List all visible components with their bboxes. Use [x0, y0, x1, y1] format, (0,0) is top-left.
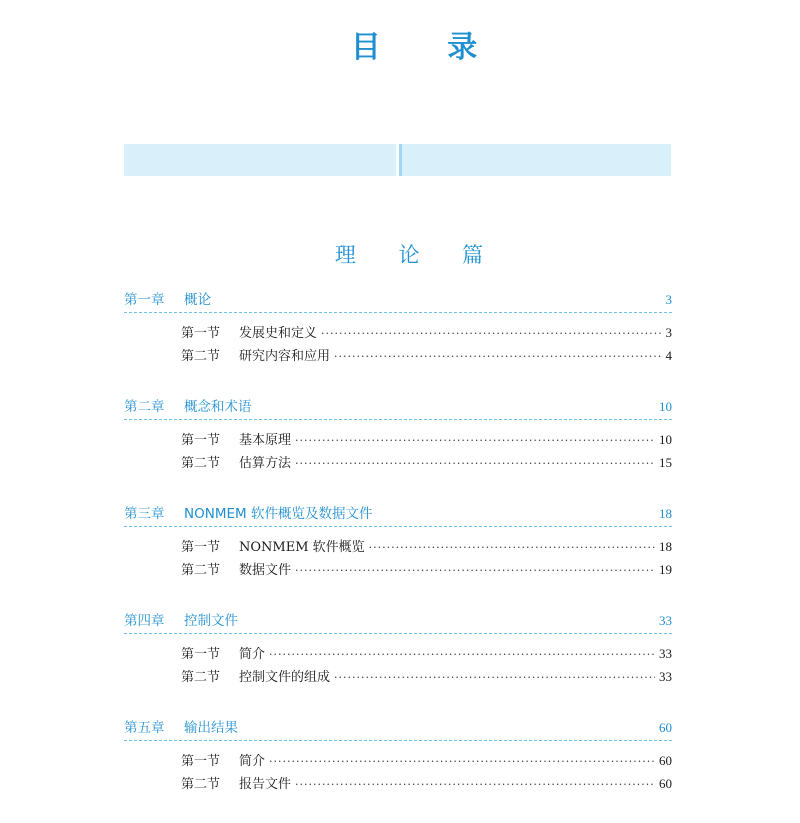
section-title: NONMEM 软件概览 [239, 540, 365, 555]
section-page-number: 33 [659, 646, 672, 661]
section-entry[interactable] [181, 428, 672, 451]
dot-leader [321, 322, 661, 345]
section-page-number: 33 [659, 669, 672, 684]
chapter-title: 概论 [184, 292, 211, 308]
dot-leader [295, 452, 655, 475]
dot-leader [269, 750, 655, 773]
section-entry[interactable] [181, 344, 672, 367]
toc-chapter [124, 288, 672, 395]
section-entry[interactable] [181, 749, 672, 772]
chapter-title: 概念和术语 [184, 399, 252, 415]
section-number: 第二节 [181, 670, 221, 685]
dot-leader [295, 773, 655, 796]
chapter-title: 控制文件 [184, 613, 238, 629]
chapter-number: 第五章 [124, 720, 165, 736]
section-entry[interactable] [181, 772, 672, 795]
page-title: 目 录 [350, 30, 506, 65]
section-title: 基本原理 [239, 433, 292, 448]
section-entry[interactable] [181, 642, 672, 665]
section-title: 数据文件 [239, 563, 292, 578]
decorative-banner [124, 144, 671, 176]
section-number: 第二节 [181, 456, 221, 471]
part-title: 理 论 篇 [334, 243, 502, 267]
chapter-page-number: 60 [659, 720, 672, 735]
section-entry[interactable] [181, 535, 672, 558]
section-entry[interactable] [181, 558, 672, 581]
section-number: 第二节 [181, 777, 221, 792]
chapter-title: 输出结果 [184, 720, 238, 736]
toc-chapter [124, 502, 672, 609]
section-entry[interactable] [181, 451, 672, 474]
chapter-number: 第二章 [124, 399, 165, 415]
dot-leader [295, 429, 655, 452]
chapter-entry[interactable] [124, 502, 672, 527]
chapter-number: 第三章 [124, 506, 165, 522]
section-title: 报告文件 [239, 777, 292, 792]
section-title: 估算方法 [239, 456, 292, 471]
dot-leader [334, 666, 655, 689]
table-of-contents [124, 288, 672, 823]
section-page-number: 60 [659, 776, 672, 791]
section-page-number: 60 [659, 753, 672, 768]
section-number: 第一节 [181, 647, 221, 662]
section-number: 第二节 [181, 563, 221, 578]
chapter-entry[interactable] [124, 395, 672, 420]
chapter-entry[interactable] [124, 288, 672, 313]
toc-chapter [124, 395, 672, 502]
section-page-number: 15 [659, 455, 672, 470]
chapter-title: NONMEM 软件概览及数据文件 [184, 506, 373, 522]
toc-chapter [124, 609, 672, 716]
chapter-number: 第四章 [124, 613, 165, 629]
chapter-page-number: 10 [659, 399, 672, 414]
chapter-entry[interactable] [124, 609, 672, 634]
section-number: 第二节 [181, 349, 221, 364]
section-title: 简介 [239, 754, 266, 769]
chapter-page-number: 33 [659, 613, 672, 628]
dot-leader [269, 643, 655, 666]
section-page-number: 19 [659, 562, 672, 577]
section-title: 研究内容和应用 [239, 349, 331, 364]
section-page-number: 10 [659, 432, 672, 447]
section-number: 第一节 [181, 433, 221, 448]
chapter-page-number: 18 [659, 506, 672, 521]
section-title: 简介 [239, 647, 266, 662]
toc-chapter [124, 716, 672, 823]
dot-leader [295, 559, 655, 582]
section-number: 第一节 [181, 326, 221, 341]
section-entry[interactable] [181, 665, 672, 688]
dot-leader [334, 345, 661, 368]
section-page-number: 4 [665, 348, 672, 363]
section-page-number: 18 [659, 539, 672, 554]
chapter-number: 第一章 [124, 292, 165, 308]
section-number: 第一节 [181, 540, 221, 555]
dot-leader [369, 536, 655, 559]
section-title: 发展史和定义 [239, 326, 318, 341]
banner-divider-accent [399, 144, 402, 176]
section-title: 控制文件的组成 [239, 670, 331, 685]
section-page-number: 3 [665, 325, 672, 340]
chapter-page-number: 3 [665, 292, 672, 307]
section-entry[interactable] [181, 321, 672, 344]
chapter-entry[interactable] [124, 716, 672, 741]
section-number: 第一节 [181, 754, 221, 769]
